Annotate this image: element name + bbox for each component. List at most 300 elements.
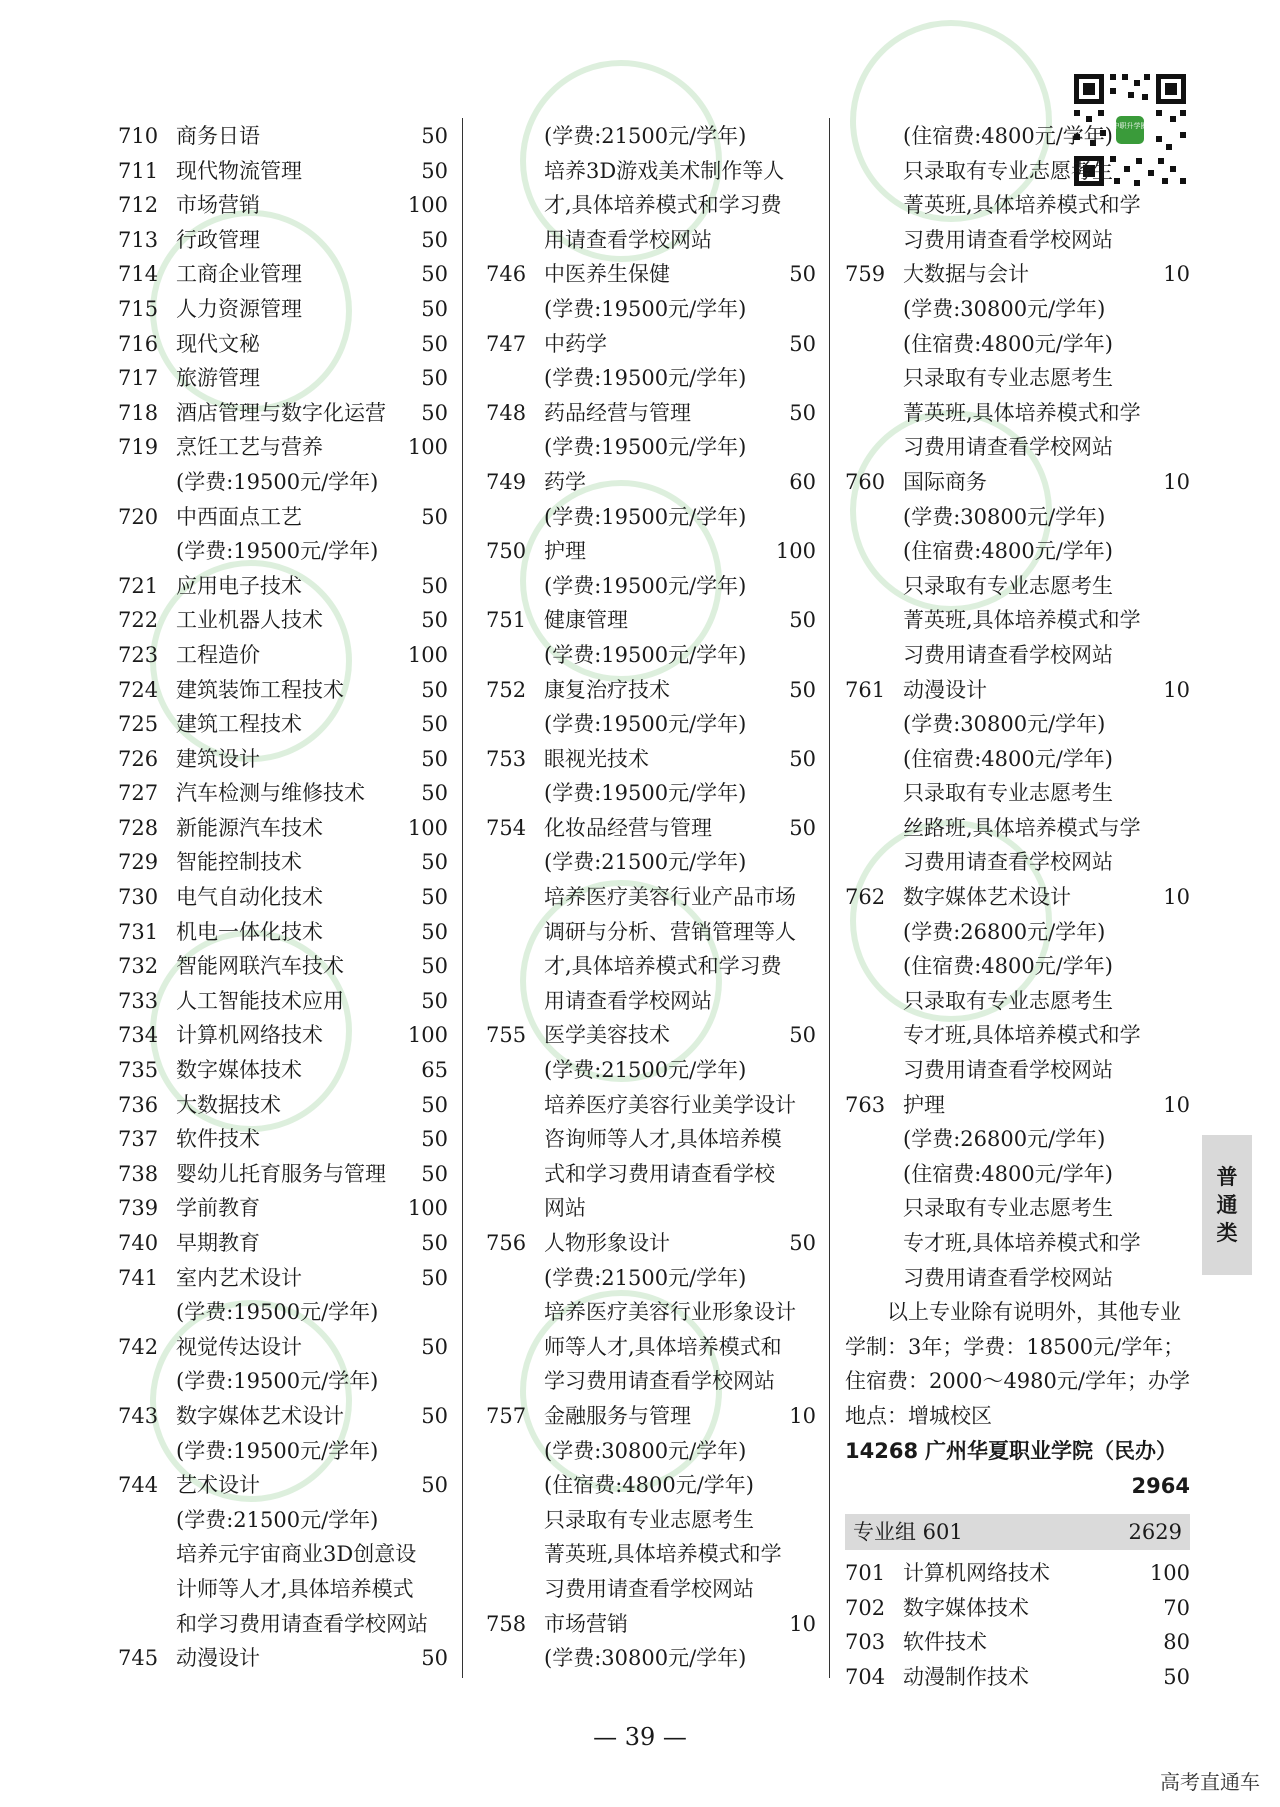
- major-detail-line: 只录取有专业志愿考生: [544, 1507, 754, 1532]
- major-name: 眼视光技术: [544, 746, 649, 771]
- major-code: 744: [118, 1473, 159, 1498]
- major-detail-line: 菁英班,具体培养模式和学: [903, 400, 1141, 425]
- major-name: 数字媒体艺术设计: [903, 885, 1071, 910]
- major-detail-line: (学费:19500元/学年): [544, 712, 747, 737]
- major-name: 中西面点工艺: [176, 504, 302, 529]
- major-name: 工商企业管理: [176, 262, 302, 287]
- major-detail-line: (住宿费:4800元/学年): [544, 1473, 754, 1498]
- major-code: 703: [845, 1630, 886, 1655]
- major-quota: 50: [421, 712, 448, 737]
- major-detail-line: (学费:19500元/学年): [544, 781, 747, 806]
- major-detail-line: 习费用请查看学校网站: [903, 227, 1113, 252]
- major-row: [118, 223, 448, 258]
- major-row: [118, 327, 448, 362]
- major-quota: 50: [421, 1473, 448, 1498]
- major-name: 工程造价: [176, 642, 260, 667]
- major-detail-line: (学费:19500元/学年): [544, 435, 747, 460]
- major-row: [118, 257, 448, 292]
- major-code: 712: [118, 193, 159, 218]
- major-detail-line: 只录取有专业志愿考生: [903, 1196, 1113, 1221]
- major-code: 756: [486, 1231, 527, 1255]
- major-name: 中医养生保健: [544, 262, 670, 287]
- major-detail-line: 培养医疗美容行业产品市场: [544, 885, 796, 910]
- major-quota: 50: [421, 1127, 448, 1152]
- major-detail-line: 用请查看学校网站: [544, 988, 712, 1013]
- major-row: [486, 603, 816, 638]
- major-code: 732: [118, 954, 159, 979]
- major-code: 739: [118, 1196, 159, 1221]
- major-name: 旅游管理: [176, 366, 260, 391]
- major-row: [118, 1226, 448, 1261]
- major-code: 723: [118, 642, 159, 667]
- major-row: [486, 396, 816, 431]
- major-detail-line: (住宿费:4800元/学年): [903, 539, 1113, 564]
- major-detail-line: 培养医疗美容行业形象设计: [544, 1300, 796, 1325]
- major-row: [845, 1660, 1190, 1695]
- major-detail-line: 咨询师等人才,具体培养模: [544, 1127, 782, 1152]
- major-detail-line: (学费:30800元/学年): [903, 712, 1106, 737]
- major-quota: 50: [421, 781, 448, 806]
- major-code: 711: [118, 158, 159, 183]
- major-quota: 50: [421, 608, 448, 633]
- major-detail-line: 培养元宇宙商业3D创意设: [176, 1542, 417, 1567]
- major-code: 718: [118, 400, 159, 425]
- major-row: [118, 569, 448, 604]
- major-name: 建筑工程技术: [176, 712, 302, 737]
- major-name: 护理: [903, 1092, 945, 1117]
- major-code: 737: [118, 1127, 159, 1152]
- major-row: [118, 673, 448, 708]
- major-quota: 10: [1163, 885, 1190, 910]
- major-detail-line: 只录取有专业志愿考生: [903, 573, 1113, 598]
- major-detail-line: (住宿费:4800元/学年): [903, 746, 1113, 771]
- major-quota: 10: [1163, 1092, 1190, 1117]
- major-detail-line: (学费:30800元/学年): [544, 1438, 747, 1463]
- major-quota: 100: [1149, 1561, 1190, 1586]
- major-row: [486, 257, 816, 292]
- major-row: [118, 1468, 448, 1503]
- major-name: 计算机网络技术: [903, 1561, 1050, 1586]
- major-group-count: 2629: [1128, 1520, 1182, 1545]
- major-row: [118, 984, 448, 1019]
- major-code: 748: [486, 400, 527, 425]
- major-row: [845, 1625, 1190, 1660]
- major-row: [486, 534, 816, 569]
- major-row: [845, 880, 1190, 915]
- major-name: 数字媒体艺术设计: [176, 1403, 344, 1428]
- major-row: [118, 638, 448, 673]
- major-name: 国际商务: [903, 469, 987, 494]
- column-middle: [486, 119, 816, 1676]
- major-row: [118, 119, 448, 154]
- major-name: 大数据技术: [176, 1092, 281, 1117]
- major-code: 717: [118, 366, 159, 391]
- major-quota: 10: [1163, 469, 1190, 494]
- major-row: [118, 154, 448, 189]
- major-detail-line: (住宿费:4800元/学年): [903, 331, 1113, 356]
- column-right-entries: [845, 119, 1190, 1295]
- major-name: 护理: [544, 539, 586, 564]
- major-name: 市场营销: [176, 193, 260, 218]
- major-detail-line: 计师等人才,具体培养模式: [176, 1576, 414, 1601]
- major-row: [845, 1088, 1190, 1123]
- major-quota: 100: [407, 815, 448, 840]
- major-name: 化妆品经营与管理: [544, 815, 712, 840]
- major-name: 机电一体化技术: [176, 919, 323, 944]
- major-detail-line: 只录取有专业志愿考生: [903, 366, 1113, 391]
- major-name: 婴幼儿托育服务与管理: [176, 1161, 386, 1186]
- major-detail-line: 学习费用请查看学校网站: [544, 1369, 775, 1394]
- major-code: 751: [486, 608, 527, 633]
- major-detail-line: 式和学习费用请查看学校: [544, 1161, 775, 1186]
- major-quota: 50: [789, 608, 816, 633]
- major-row: [118, 1088, 448, 1123]
- major-name: 医学美容技术: [544, 1023, 670, 1048]
- major-code: 747: [486, 331, 527, 356]
- major-detail-line: 师等人才,具体培养模式和: [544, 1334, 782, 1359]
- major-code: 736: [118, 1092, 159, 1117]
- major-quota: 100: [407, 435, 448, 460]
- major-quota: 50: [421, 124, 448, 148]
- major-code: 754: [486, 815, 527, 840]
- major-row: [845, 257, 1190, 292]
- major-name: 现代物流管理: [176, 158, 302, 183]
- major-quota: 50: [789, 1231, 816, 1255]
- major-group-entries: [845, 1556, 1190, 1694]
- major-detail-line: (学费:19500元/学年): [544, 573, 747, 598]
- major-row: [118, 188, 448, 223]
- major-code: 758: [486, 1611, 527, 1636]
- major-detail-line: (学费:19500元/学年): [544, 504, 747, 529]
- major-quota: 50: [421, 1161, 448, 1186]
- major-quota: 50: [421, 262, 448, 287]
- major-detail-line: (学费:19500元/学年): [544, 642, 747, 667]
- major-quota: 50: [421, 1334, 448, 1359]
- major-row: [486, 327, 816, 362]
- major-row: [118, 1399, 448, 1434]
- major-quota: 10: [789, 1403, 816, 1428]
- major-code: 759: [845, 262, 886, 287]
- major-detail-line: (学费:21500元/学年): [544, 850, 747, 875]
- major-name: 动漫设计: [903, 677, 987, 702]
- major-name: 艺术设计: [176, 1473, 260, 1498]
- major-name: 软件技术: [176, 1127, 260, 1152]
- major-quota: 50: [421, 885, 448, 910]
- major-detail-line: (学费:21500元/学年): [544, 1265, 747, 1290]
- major-quota: 65: [421, 1058, 448, 1083]
- major-quota: 80: [1163, 1630, 1190, 1655]
- major-quota: 50: [789, 262, 816, 287]
- major-detail-line: 和学习费用请查看学校网站: [176, 1611, 428, 1636]
- major-name: 市场营销: [544, 1611, 628, 1636]
- major-code: 753: [486, 746, 527, 771]
- major-detail-line: (学费:19500元/学年): [176, 1438, 379, 1463]
- major-quota: 50: [421, 746, 448, 771]
- major-row: [118, 1122, 448, 1157]
- major-name: 药学: [544, 469, 586, 494]
- major-code: 702: [845, 1595, 886, 1620]
- major-name: 新能源汽车技术: [176, 815, 323, 840]
- major-code: 713: [118, 227, 159, 252]
- university-code: 14268: [845, 1438, 919, 1463]
- major-quota: 50: [789, 331, 816, 356]
- major-row: [118, 915, 448, 950]
- major-code: 750: [486, 539, 527, 564]
- major-name: 商务日语: [176, 124, 260, 148]
- column-divider: [829, 118, 830, 1678]
- major-row: [486, 1018, 816, 1053]
- major-group-name: 专业组 601: [853, 1520, 963, 1545]
- major-detail-line: 习费用请查看学校网站: [903, 642, 1113, 667]
- major-detail-line: (学费:19500元/学年): [176, 469, 379, 494]
- major-code: 716: [118, 331, 159, 356]
- major-code: 714: [118, 262, 159, 287]
- major-quota: 50: [421, 988, 448, 1013]
- major-quota: 50: [421, 158, 448, 183]
- major-quota: 50: [421, 1231, 448, 1255]
- major-detail-line: (学费:26800元/学年): [903, 919, 1106, 944]
- major-code: 742: [118, 1334, 159, 1359]
- major-name: 人物形象设计: [544, 1231, 670, 1255]
- major-name: 健康管理: [544, 608, 628, 633]
- major-code: 730: [118, 885, 159, 910]
- major-detail-line: 只录取有专业志愿考生: [903, 158, 1113, 183]
- university-total: 2964: [1131, 1474, 1190, 1499]
- major-row: [486, 673, 816, 708]
- major-quota: 60: [789, 469, 816, 494]
- major-quota: 100: [407, 642, 448, 667]
- major-quota: 50: [789, 1023, 816, 1048]
- major-detail-line: (学费:21500元/学年): [544, 124, 747, 148]
- major-name: 智能网联汽车技术: [176, 954, 344, 979]
- major-code: 757: [486, 1403, 527, 1428]
- major-code: 762: [845, 885, 886, 910]
- major-code: 726: [118, 746, 159, 771]
- major-row: [118, 1018, 448, 1053]
- major-quota: 50: [421, 677, 448, 702]
- major-quota: 50: [789, 400, 816, 425]
- major-name: 人工智能技术应用: [176, 988, 344, 1013]
- major-detail-line: 调研与分析、营销管理等人: [544, 919, 796, 944]
- major-name: 数字媒体技术: [176, 1058, 302, 1083]
- major-quota: 10: [1163, 677, 1190, 702]
- major-detail-line: 只录取有专业志愿考生: [903, 781, 1113, 806]
- major-detail-line: (学费:21500元/学年): [544, 1058, 747, 1083]
- major-row: [486, 1226, 816, 1261]
- major-row: [118, 603, 448, 638]
- column-divider: [462, 118, 463, 1678]
- major-row: [118, 1191, 448, 1226]
- major-quota: 50: [421, 400, 448, 425]
- major-quota: 50: [421, 504, 448, 529]
- major-code: 729: [118, 850, 159, 875]
- major-code: 731: [118, 919, 159, 944]
- major-quota: 100: [407, 193, 448, 218]
- major-quota: 50: [421, 366, 448, 391]
- major-name: 智能控制技术: [176, 850, 302, 875]
- major-quota: 50: [789, 677, 816, 702]
- major-code: 724: [118, 677, 159, 702]
- major-code: 704: [845, 1664, 886, 1689]
- major-detail-line: (学费:30800元/学年): [903, 504, 1106, 529]
- major-detail-line: (学费:26800元/学年): [903, 1127, 1106, 1152]
- major-code: 746: [486, 262, 527, 287]
- major-row: [118, 707, 448, 742]
- major-row: [118, 742, 448, 777]
- major-quota: 50: [421, 1646, 448, 1671]
- major-detail-line: 培养医疗美容行业美学设计: [544, 1092, 796, 1117]
- major-row: [486, 1607, 816, 1642]
- major-quota: 50: [421, 331, 448, 356]
- major-code: 760: [845, 469, 886, 494]
- major-name: 数字媒体技术: [903, 1595, 1029, 1620]
- major-name: 计算机网络技术: [176, 1023, 323, 1048]
- major-code: 721: [118, 573, 159, 598]
- major-detail-line: (住宿费:4800元/学年): [903, 954, 1113, 979]
- major-row: [118, 1641, 448, 1676]
- major-name: 酒店管理与数字化运营: [176, 400, 386, 425]
- major-code: 734: [118, 1023, 159, 1048]
- major-quota: 50: [421, 919, 448, 944]
- major-name: 视觉传达设计: [176, 1334, 302, 1359]
- major-quota: 50: [421, 573, 448, 598]
- major-code: 715: [118, 296, 159, 321]
- side-tab-char: 类: [1216, 1221, 1238, 1245]
- major-detail-line: 习费用请查看学校网站: [903, 850, 1113, 875]
- major-row: [118, 396, 448, 431]
- major-quota: 10: [789, 1611, 816, 1636]
- major-quota: 10: [1163, 262, 1190, 287]
- major-code: 701: [845, 1561, 886, 1586]
- major-quota: 50: [421, 1265, 448, 1290]
- side-tab-char: 普: [1216, 1165, 1238, 1189]
- major-code: 738: [118, 1161, 159, 1186]
- major-name: 现代文秘: [176, 331, 260, 356]
- major-detail-line: (学费:30800元/学年): [903, 296, 1106, 321]
- major-name: 早期教育: [176, 1231, 260, 1255]
- svg-text:中职升学圈: 中职升学圈: [1112, 122, 1148, 130]
- major-code: 728: [118, 815, 159, 840]
- major-row: [845, 465, 1190, 500]
- major-row: [118, 500, 448, 535]
- major-name: 汽车检测与维修技术: [176, 781, 365, 806]
- major-name: 烹饪工艺与营养: [176, 435, 323, 460]
- major-row: [118, 949, 448, 984]
- major-row: [118, 776, 448, 811]
- major-name: 建筑设计: [176, 746, 260, 771]
- side-tab-char: 通: [1216, 1193, 1238, 1217]
- major-quota: 100: [407, 1196, 448, 1221]
- major-row: [118, 1053, 448, 1088]
- category-side-tab: [1202, 1135, 1252, 1275]
- page-number: — 39 —: [593, 1723, 687, 1751]
- major-name: 应用电子技术: [176, 573, 302, 598]
- university-heading: [845, 1434, 1190, 1469]
- major-code: 735: [118, 1058, 159, 1083]
- major-detail-line: (学费:30800元/学年): [544, 1646, 747, 1671]
- major-code: 755: [486, 1023, 527, 1048]
- major-row: [118, 430, 448, 465]
- major-code: 741: [118, 1265, 159, 1290]
- major-code: 749: [486, 469, 527, 494]
- major-quota: 50: [789, 815, 816, 840]
- major-row: [845, 1591, 1190, 1626]
- major-detail-line: (住宿费:4800元/学年): [903, 124, 1113, 148]
- column-right: [845, 119, 1190, 1695]
- university-name: 广州华夏职业学院（民办）: [925, 1438, 1177, 1463]
- major-name: 室内艺术设计: [176, 1265, 302, 1290]
- major-quota: 50: [421, 1403, 448, 1428]
- major-row: [118, 1157, 448, 1192]
- major-code: 720: [118, 504, 159, 529]
- major-row: [845, 1556, 1190, 1591]
- major-name: 康复治疗技术: [544, 677, 670, 702]
- major-quota: 50: [421, 954, 448, 979]
- major-detail-line: (学费:19500元/学年): [176, 1369, 379, 1394]
- major-detail-line: 才,具体培养模式和学习费: [544, 193, 782, 218]
- major-detail-line: 网站: [544, 1196, 586, 1221]
- major-code: 752: [486, 677, 527, 702]
- major-group-header: [845, 1514, 1190, 1550]
- major-detail-line: (学费:19500元/学年): [176, 539, 379, 564]
- major-name: 工业机器人技术: [176, 608, 323, 633]
- major-row: [118, 845, 448, 880]
- major-detail-line: (住宿费:4800元/学年): [903, 1161, 1113, 1186]
- major-detail-line: 菁英班,具体培养模式和学: [544, 1542, 782, 1567]
- major-code: 733: [118, 988, 159, 1013]
- major-code: 761: [845, 677, 886, 702]
- major-detail-line: 习费用请查看学校网站: [903, 1058, 1113, 1083]
- major-detail-line: 丝路班,具体培养模式与学: [903, 815, 1141, 840]
- major-name: 软件技术: [903, 1630, 987, 1655]
- major-detail-line: 培养3D游戏美术制作等人: [544, 158, 785, 183]
- major-detail-line: 才,具体培养模式和学习费: [544, 954, 782, 979]
- major-row: [118, 292, 448, 327]
- major-row: [486, 1399, 816, 1434]
- major-detail-line: 专才班,具体培养模式和学: [903, 1231, 1141, 1255]
- major-name: 动漫制作技术: [903, 1664, 1029, 1689]
- major-detail-line: 菁英班,具体培养模式和学: [903, 608, 1141, 633]
- footer-source: 高考直通车: [1160, 1770, 1260, 1794]
- major-row: [486, 742, 816, 777]
- major-detail-line: 习费用请查看学校网站: [903, 435, 1113, 460]
- major-name: 中药学: [544, 331, 607, 356]
- major-quota: 50: [421, 227, 448, 252]
- major-detail-line: 用请查看学校网站: [544, 227, 712, 252]
- major-name: 动漫设计: [176, 1646, 260, 1671]
- major-quota: 50: [421, 1092, 448, 1117]
- major-name: 大数据与会计: [903, 262, 1029, 287]
- major-code: 725: [118, 712, 159, 737]
- major-code: 722: [118, 608, 159, 633]
- major-detail-line: 专才班,具体培养模式和学: [903, 1023, 1141, 1048]
- major-code: 719: [118, 435, 159, 460]
- program-note: 以上专业除有说明外，其他专业学制：3年；学费：18500元/学年；住宿费：2000～4980元/学年；办学地点：增城校区: [845, 1300, 1190, 1428]
- column-left: [118, 119, 448, 1676]
- major-row: [118, 361, 448, 396]
- major-detail-line: 只录取有专业志愿考生: [903, 988, 1113, 1013]
- major-code: 743: [118, 1403, 159, 1428]
- major-detail-line: 习费用请查看学校网站: [544, 1576, 754, 1601]
- major-row: [118, 1261, 448, 1296]
- major-name: 金融服务与管理: [544, 1403, 691, 1428]
- major-detail-line: (学费:19500元/学年): [176, 1300, 379, 1325]
- major-row: [845, 673, 1190, 708]
- major-name: 电气自动化技术: [176, 885, 323, 910]
- major-quota: 50: [421, 850, 448, 875]
- major-row: [486, 811, 816, 846]
- major-row: [118, 880, 448, 915]
